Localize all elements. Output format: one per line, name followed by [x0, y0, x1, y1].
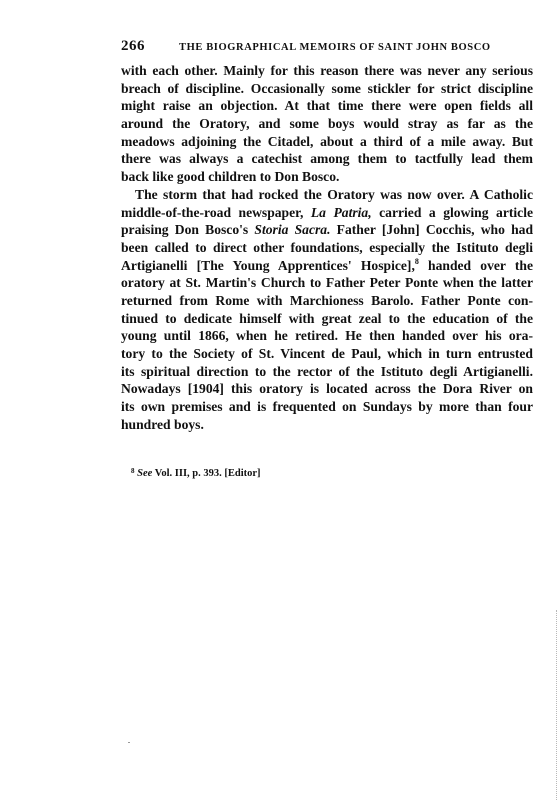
text-line [121, 204, 533, 222]
text-line: hundred boys. [121, 416, 204, 432]
text-line: might raise an objection. At that time there were open fields all [121, 98, 533, 114]
text-line: around the Oratory, and some boys would stray as far as the [121, 116, 533, 132]
text-line: breach of discipline. Occasionally some stickler for strict discipline [121, 80, 533, 96]
page-number: 266 [121, 38, 145, 54]
text-line [121, 257, 533, 275]
text-line: back like good children to Don Bosco. [121, 169, 340, 185]
text-fragment: handed over the [428, 257, 533, 273]
text-line [121, 221, 533, 239]
footnote [131, 468, 261, 479]
footnote-marker: 8 [131, 467, 135, 475]
running-head: THE BIOGRAPHICAL MEMOIRS OF SAINT JOHN BOSCO [179, 42, 491, 53]
text-line: with each other. Mainly for this reason there was never any serious [121, 63, 533, 78]
footnote-see: See [137, 468, 153, 479]
text-fragment: middle-of-the-road newspaper, [121, 204, 304, 220]
text-line: meadows adjoining the Citadel, about a third of a mile away. But [121, 133, 533, 149]
text-line: Nowadays [1904] this oratory is located across the Dora River on [121, 381, 533, 397]
newspaper-title: La Patria, [310, 204, 372, 220]
book-title: Storia Sacra. [254, 222, 331, 238]
text-line: tinued to dedicate himself with great zeal to the education of the [121, 310, 533, 326]
text-line: there was always a catechist among them to tactfully lead them [121, 151, 533, 167]
text-line: tory to the Society of St. Vincent de Paul, which in turn entrusted [121, 346, 533, 361]
text-line: young until 1866, when he retired. He then handed over his ora- [121, 328, 533, 344]
footnote-text: Vol. III, p. 393. [Editor] [154, 468, 261, 479]
text-fragment: Artigianelli [The Young Apprentices' Hospice], [121, 257, 415, 273]
footnote-reference: 8 [414, 256, 419, 266]
scan-edge-artifact [555, 610, 557, 800]
text-line: returned from Rome with Marchioness Barolo. Father Ponte con- [121, 292, 533, 308]
text-line: The storm that had rocked the Oratory was now over. A Catholic [135, 186, 533, 202]
text-line: been called to direct other foundations, especially the Istituto degli [121, 239, 533, 255]
body-text [121, 62, 533, 433]
text-fragment: Father [John] Cocchis, who had [336, 222, 533, 238]
scan-speck [128, 742, 130, 743]
text-line: oratory at St. Martin's Church to Father Peter Ponte when the latter [121, 275, 533, 291]
text-fragment: carried a glowing article [379, 204, 533, 220]
text-line: its spiritual direction to the rector of the Istituto degli Artigianelli. [121, 363, 533, 379]
page-header [121, 38, 533, 56]
text-fragment: praising Don Bosco's [121, 222, 249, 238]
text-line: its own premises and is frequented on Sundays by more than four [121, 399, 533, 415]
